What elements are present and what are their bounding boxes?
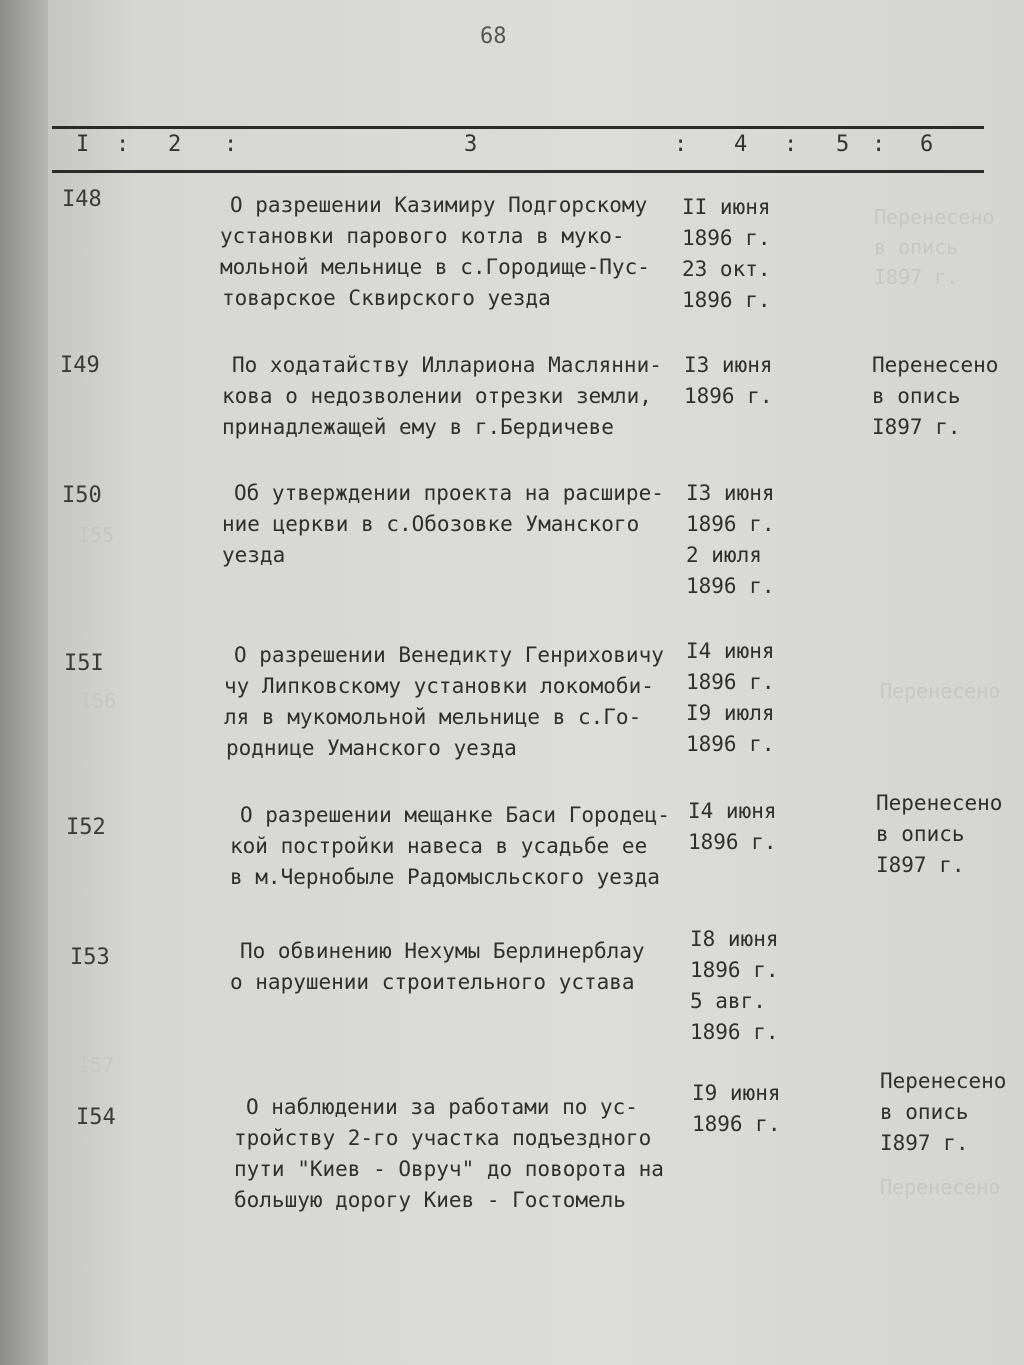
- bleed-note: Перенесено: [880, 1175, 1001, 1199]
- bleed-note: в опись: [874, 235, 959, 259]
- row-note: Перенесено в опись I897 г.: [880, 1069, 1007, 1155]
- row-description: О разрешении Казимиру Подгорскому установки парового котла в муко- мольной мельнице в с.Городище-Пус- товарское Сквирского уезда: [220, 193, 650, 310]
- row-dates: I3 июня 1896 г. 2 июля 1896 г.: [686, 481, 775, 598]
- row-dates: I4 июня 1896 г. I9 июля 1896 г.: [686, 639, 775, 756]
- bleed-num: I57: [78, 1053, 115, 1077]
- column-separator: :: [872, 132, 886, 157]
- row-description: О наблюдении за работами по ус- тройству 2-го участка подъездного пути "Киев - Овруч" до поворота на большую дорогу Киев - Гостомель: [234, 1095, 664, 1212]
- row-dates: I4 июня 1896 г.: [688, 799, 777, 854]
- row-description: О разрешении мещанке Баси Городец- кой постройки навеса в усадьбе ее в м.Чернобыле Радомысльского уезда: [230, 803, 670, 889]
- page-number: 68: [480, 24, 507, 49]
- bleed-note: Перенесено: [874, 205, 995, 229]
- header-bottom-rule: [52, 170, 984, 173]
- row-dates: I3 июня 1896 г.: [684, 353, 773, 408]
- column-separator: :: [674, 132, 688, 157]
- column-header-2: 2: [168, 132, 182, 157]
- column-header-4: 4: [734, 132, 748, 157]
- row-description: По ходатайству Иллариона Маслянни- кова о недозволении отрезки земли, принадлежащей ему в г.Бердичеве: [222, 353, 662, 439]
- column-header-1: I: [76, 132, 90, 157]
- row-number: I48: [62, 187, 102, 212]
- row-number: I53: [70, 945, 110, 970]
- row-dates: I9 июня 1896 г.: [692, 1081, 781, 1136]
- row-dates: II июня 1896 г. 23 окт. 1896 г.: [682, 195, 771, 312]
- row-description: О разрешении Венедикту Генриховичу чу Липковскому установки локомоби- ля в мукомольной мельнице в с.Го- роднице Уманского уезда: [224, 643, 664, 760]
- column-separator: :: [224, 132, 238, 157]
- binding-gutter: [0, 0, 48, 1365]
- row-number: I54: [76, 1105, 116, 1130]
- row-number: I52: [66, 815, 106, 840]
- bleed-note: I897 г.: [874, 265, 959, 289]
- row-number: I5I: [64, 651, 104, 676]
- row-note: Перенесено в опись I897 г.: [872, 353, 999, 439]
- bleed-num: I55: [78, 523, 115, 547]
- row-note: Перенесено в опись I897 г.: [876, 791, 1003, 877]
- column-separator: :: [784, 132, 798, 157]
- column-header-6: 6: [920, 132, 934, 157]
- row-description: Об утверждении проекта на расшире- ние церкви в с.Обозовке Уманского уезда: [222, 481, 664, 567]
- column-separator: :: [116, 132, 130, 157]
- column-header-3: 3: [464, 132, 478, 157]
- bleed-num: I56: [80, 689, 117, 713]
- header-top-rule: [52, 126, 984, 129]
- row-number: I50: [62, 483, 102, 508]
- column-header-5: 5: [836, 132, 850, 157]
- row-number: I49: [60, 353, 100, 378]
- bleed-note: Перенесено: [880, 679, 1001, 703]
- row-dates: I8 июня 1896 г. 5 авг. 1896 г.: [690, 927, 779, 1044]
- row-description: По обвинению Нехумы Берлинерблау о нарушении строительного устава: [230, 939, 645, 994]
